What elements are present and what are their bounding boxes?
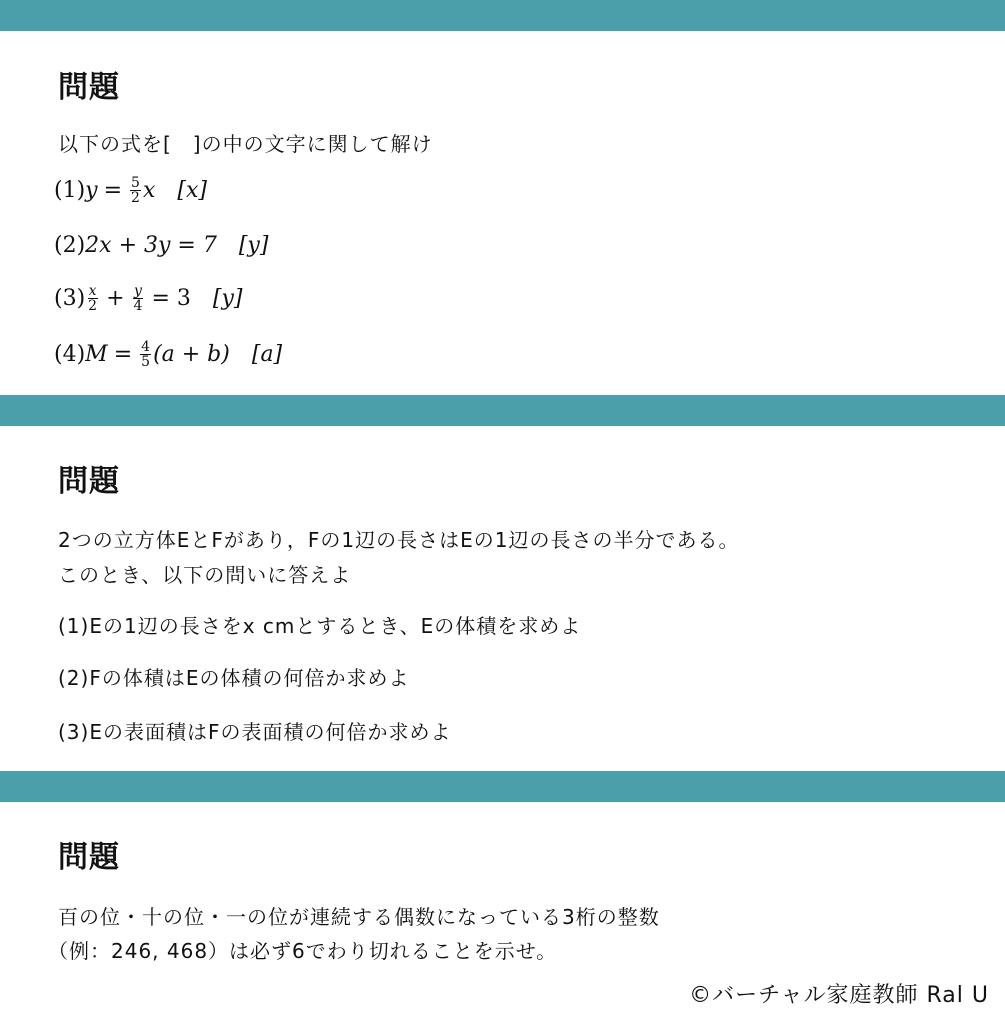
fraction-denominator: 4 — [133, 298, 143, 314]
fraction-numerator: 4 — [141, 339, 151, 355]
section3-title: 問題 — [58, 840, 120, 875]
problem-3 — [54, 284, 243, 313]
problem-4-bracket: [a] — [251, 342, 283, 367]
section-divider-band — [0, 771, 1005, 802]
fraction-numerator: 5 — [131, 175, 140, 191]
section2-question-2: (2)Fの体積はEの体積の何倍か求めよ — [58, 666, 410, 690]
problem-4 — [54, 340, 282, 369]
section-divider-band — [0, 395, 1005, 426]
problem-4-label: (4) — [54, 342, 86, 367]
problem-1 — [54, 176, 207, 205]
section3-line2: （例：246, 468）は必ず6でわり切れることを示せ。 — [48, 939, 558, 963]
problem-2-expr: 2x + 3y = 7 — [85, 233, 217, 258]
problem-3-fraction-1 — [87, 284, 98, 313]
problem-1-var: x — [142, 178, 156, 203]
problem-2-label: (2) — [54, 233, 86, 258]
problem-4-eq: = — [113, 342, 133, 367]
section2-question-3: (3)Eの表面積はFの表面積の何倍か求めよ — [58, 720, 452, 744]
section-divider-band — [0, 0, 1005, 31]
section3-line1: 百の位・十の位・一の位が連続する偶数になっている3桁の整数 — [58, 905, 660, 929]
problem-4-fraction — [140, 340, 151, 369]
fraction-denominator: 2 — [131, 190, 140, 206]
problem-2 — [54, 233, 268, 258]
section1-instruction: 以下の式を[ ]の中の文字に関して解け — [58, 132, 433, 156]
section2-title: 問題 — [58, 464, 120, 499]
problem-2-bracket: [y] — [238, 233, 269, 258]
problem-4-lhs: M — [85, 342, 108, 367]
problem-1-bracket: [x] — [177, 178, 207, 203]
fraction-denominator: 2 — [88, 298, 98, 314]
section1-title: 問題 — [58, 70, 120, 105]
copyright-credit: ©バーチャル家庭教師 Ral U — [689, 983, 989, 1008]
problem-1-label: (1) — [54, 178, 86, 203]
problem-1-fraction — [130, 176, 141, 205]
problem-3-rhs: = 3 — [151, 286, 191, 311]
problem-1-eq: = — [103, 178, 123, 203]
section2-question-1: (1)Eの1辺の長さをx cmとするとき、Eの体積を求めよ — [58, 614, 582, 638]
problem-3-plus: + — [106, 286, 125, 311]
fraction-denominator: 5 — [141, 354, 151, 370]
problem-3-label: (3) — [54, 286, 86, 311]
section2-line2: このとき、以下の問いに答えよ — [58, 563, 352, 587]
problem-3-bracket: [y] — [212, 286, 243, 311]
problem-3-fraction-2 — [133, 284, 144, 313]
section2-line1: 2つの立方体EとFがあり，Fの1辺の長さはEの1辺の長さの半分である。 — [58, 528, 740, 552]
problem-4-rest: (a + b) — [153, 342, 230, 367]
problem-1-lhs: y — [85, 178, 98, 203]
fraction-numerator: y — [134, 283, 142, 299]
fraction-numerator: x — [88, 283, 97, 299]
